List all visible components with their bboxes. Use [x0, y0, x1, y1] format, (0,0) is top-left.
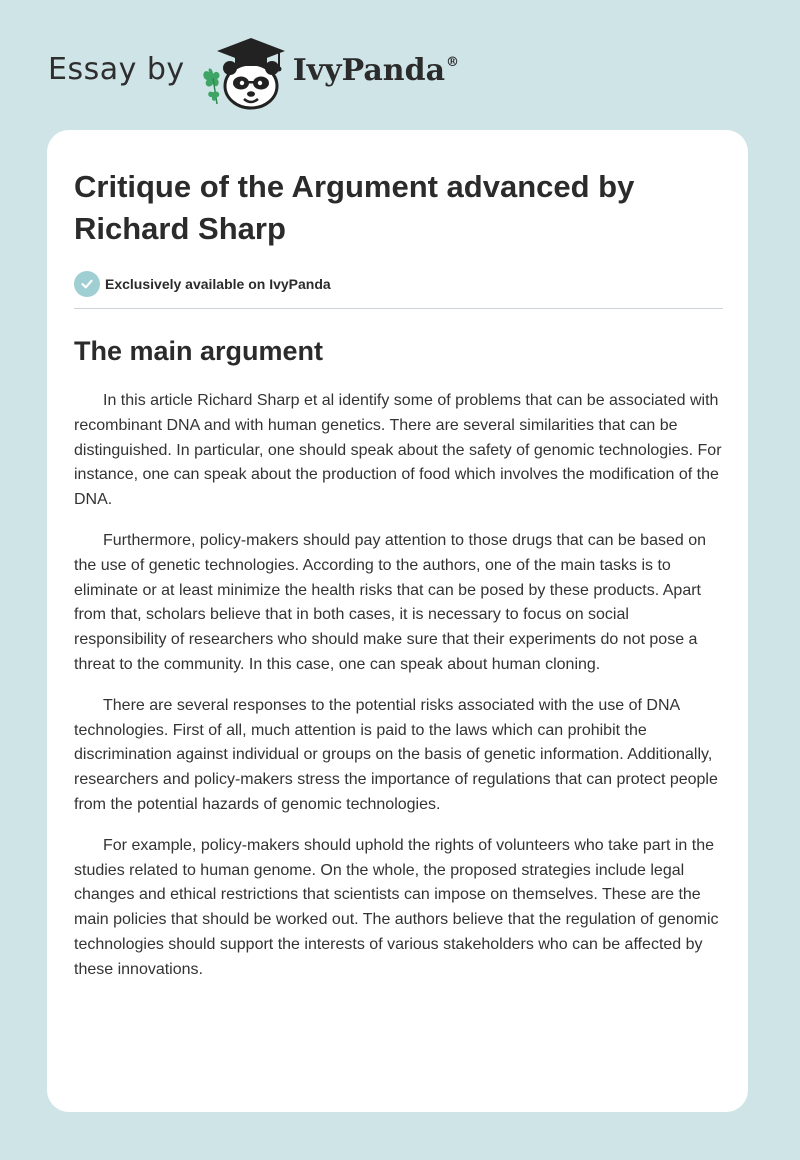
- exclusive-label: Exclusively available on IvyPanda: [105, 276, 331, 292]
- section-heading: The main argument: [74, 336, 324, 366]
- essay-by-label: Essay by: [48, 51, 185, 87]
- check-icon: [74, 271, 100, 297]
- brand-name-text: IvyPanda: [292, 52, 446, 88]
- paragraph: Furthermore, policy-makers should pay attention to those drugs that can be based on the use of genetic technologies. According to the authors, one of the main tasks is to eliminate or at least minimize the health risks that can be posed by these products. Apart from that, scholars believe that in both cases, it is necessary to focus on social responsibility of researchers who should make sure that their experiments do not pose a threat to the community. In this case, one can speak about human cloning.: [74, 531, 707, 673]
- exclusive-badge: [74, 271, 723, 297]
- panda-logo-icon[interactable]: [199, 34, 291, 110]
- article-title: Critique of the Argument advanced by Richard Sharp: [74, 169, 635, 246]
- brand-name[interactable]: [293, 53, 459, 88]
- site-header: [48, 34, 459, 110]
- article-body: [74, 389, 723, 983]
- article-content: [74, 166, 723, 999]
- registered-mark: ®: [446, 54, 460, 70]
- paragraph: There are several responses to the potential risks associated with the use of DNA technologies. First of all, much attention is paid to the laws which can prohibit the discrimination against individual or groups on the basis of genetic information. Additionally, researchers and policy-makers stress the importance of regulations that can protect people from the potential hazards of genomic technologies.: [74, 696, 718, 813]
- paragraph: In this article Richard Sharp et al identify some of problems that can be associated with recombinant DNA and with human genetics. There are several similarities that can be distinguished. In particular, one should speak about the safety of genomic technologies. For instance, one can speak about the production of food which involves the modification of the DNA.: [74, 392, 722, 509]
- article-card: [47, 130, 748, 1112]
- paragraph: For example, policy-makers should uphold the rights of volunteers who take part in the studies related to human genome. On the whole, the proposed strategies include legal changes and ethical restrictions that scientists can impose on themselves. These are the main policies that should be worked out. The authors believe that the regulation of genomic technologies should support the interests of various stakeholders who can be affected by these innovations.: [74, 836, 719, 978]
- divider: [74, 308, 723, 309]
